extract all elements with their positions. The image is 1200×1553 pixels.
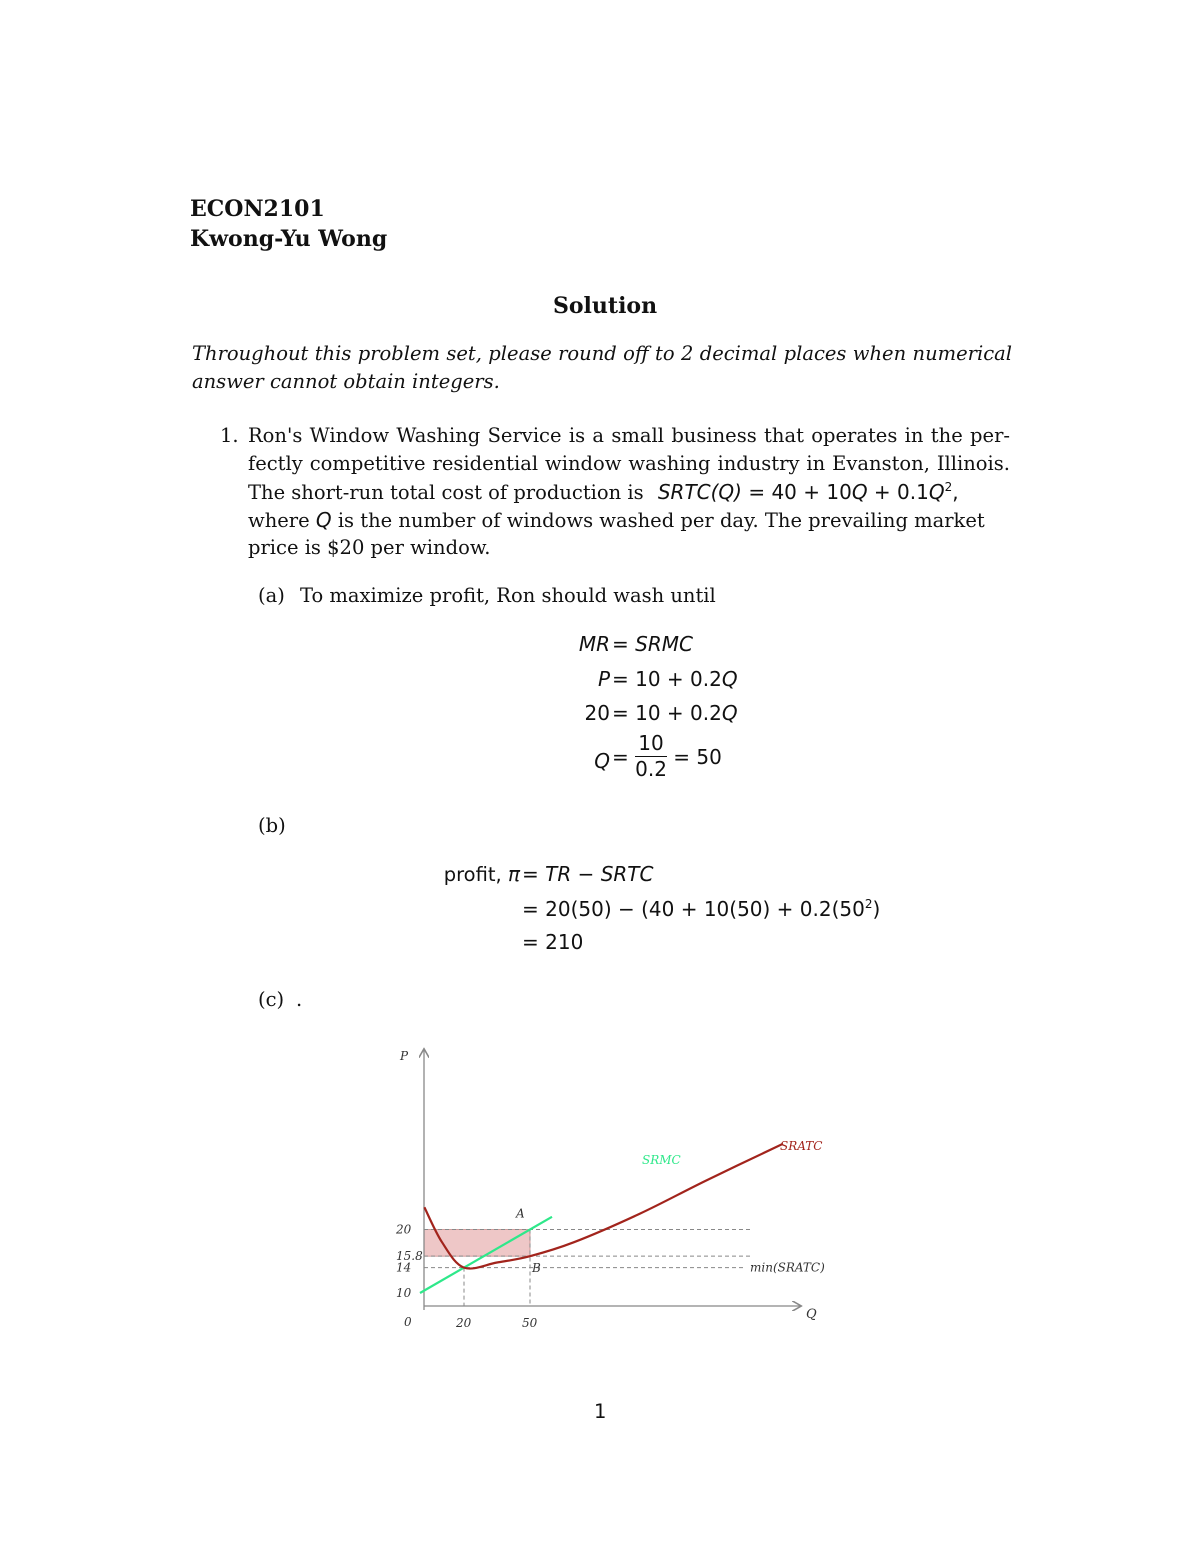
srtc-end: ,	[952, 480, 959, 504]
part-a-label: (a)	[258, 584, 285, 607]
part-a-eq1-rhs: = SRMC	[612, 632, 693, 656]
srtc-rhs-a: = 40 + 10	[741, 480, 852, 504]
part-a-eq2-lhs	[500, 667, 610, 691]
problem-line-3	[248, 480, 959, 504]
y-tick-14: 14	[396, 1260, 412, 1275]
srmc-symbol: SRMC	[635, 632, 693, 656]
problem-line-1: Ron's Window Washing Service is a small business that operates in the per-	[248, 424, 1010, 447]
profit-shaded-region	[424, 1230, 530, 1257]
srtc-rhs-b: + 0.1	[867, 480, 929, 504]
part-b-eq1-lhs	[380, 862, 520, 886]
part-a-eq4-lhs	[500, 749, 610, 773]
part-a-eq4-q: Q	[594, 749, 610, 773]
pi-symbol: π	[507, 862, 520, 886]
part-a-eq4-result: = 50	[673, 744, 722, 769]
problem-line-4-post: is the number of windows washed per day. The prevailing market	[337, 509, 985, 532]
part-b-eq1-rhs: = TR − SRTC	[522, 862, 654, 886]
author-name: Kwong-Yu Wong	[190, 226, 388, 252]
origin-label: 0	[404, 1315, 412, 1329]
series-layer	[420, 1144, 783, 1293]
profit-label: profit,	[443, 863, 508, 886]
part-a-eq2-rhs-a: 10 + 0.2	[635, 667, 722, 691]
srtc-q1: Q	[851, 480, 868, 504]
part-b-eq2-body: = 20(50) − (40 + 10(50) + 0.2(50	[522, 897, 865, 921]
srtc-lhs: SRTC(Q)	[657, 480, 742, 504]
y-axis-label: P	[400, 1049, 409, 1063]
part-b-eq2	[522, 897, 880, 921]
series-label-sratc: SRATC	[780, 1139, 823, 1153]
part-a-eq3-lhs	[500, 701, 610, 725]
part-a-eq3-lhs-value: 20	[584, 701, 610, 725]
series-label-srmc: SRMC	[642, 1153, 681, 1167]
x-tick-20: 20	[456, 1316, 472, 1330]
part-a-eq4-rhs: = $\frac{10}{0.2}$ = 50	[612, 731, 722, 781]
label-layer	[395, 1049, 825, 1330]
srtc-equation	[658, 480, 959, 504]
page-number: 1	[594, 1400, 607, 1423]
y-tick-10: 10	[396, 1286, 412, 1300]
problem-line-4	[248, 508, 1010, 532]
cost-curves-chart	[370, 1040, 840, 1340]
fraction-denominator: 0.2	[635, 757, 667, 781]
part-b-eq3: = 210	[522, 930, 584, 954]
instructions-line-1: Throughout this problem set, please round off to 2 decimal places when numerical	[192, 342, 1012, 365]
instructions-line-2: answer cannot obtain integers.	[192, 370, 500, 393]
part-a-eq3-rhs-a: 10 + 0.2	[635, 701, 722, 725]
part-b-label: (b)	[258, 814, 286, 837]
tr-srtc: TR − SRTC	[545, 862, 654, 886]
part-a-text: To maximize profit, Ron should wash until	[300, 584, 716, 607]
x-axis-label: Q	[806, 1307, 817, 1322]
part-a-eq3-q: Q	[721, 701, 738, 725]
course-code: ECON2101	[190, 196, 325, 222]
y-tick-15-8: 15.8	[396, 1249, 423, 1264]
part-a-eq3-rhs: = 10 + 0.2Q	[612, 701, 738, 725]
fraction-numerator: 10	[635, 732, 667, 757]
part-a-eq1-lhs	[500, 632, 610, 656]
part-a-eq2-q: Q	[721, 667, 738, 691]
part-a-eq2-rhs: = 10 + 0.2Q	[612, 667, 738, 691]
part-c-text: .	[296, 988, 303, 1011]
srtc-exponent: 2	[944, 480, 953, 494]
part-c-label: (c)	[258, 988, 285, 1011]
fraction	[635, 732, 667, 781]
problem-line-5: price is $20 per window.	[248, 536, 491, 559]
p-symbol: P	[597, 667, 610, 691]
part-b-eq2-end: )	[872, 897, 881, 921]
annotation-min-sratc: min(SRATC)	[750, 1260, 825, 1275]
part-b-eq2-exponent: 2	[864, 897, 873, 911]
point-label-b: B	[532, 1261, 541, 1276]
mr-symbol: MR	[578, 632, 610, 656]
problem-line-3-text: The short-run total cost of production is	[248, 481, 644, 504]
point-label-a: A	[516, 1206, 525, 1221]
y-tick-20: 20	[396, 1222, 412, 1237]
x-tick-50: 50	[522, 1316, 538, 1330]
problem-line-4-pre: where	[248, 509, 310, 532]
srtc-q2: Q	[928, 480, 945, 504]
problem-number: 1.	[220, 424, 239, 447]
problem-line-2: fectly competitive residential window washing industry in Evanston, Illinois.	[248, 452, 1010, 475]
page-title: Solution	[553, 293, 658, 319]
q-variable: Q	[315, 508, 332, 532]
